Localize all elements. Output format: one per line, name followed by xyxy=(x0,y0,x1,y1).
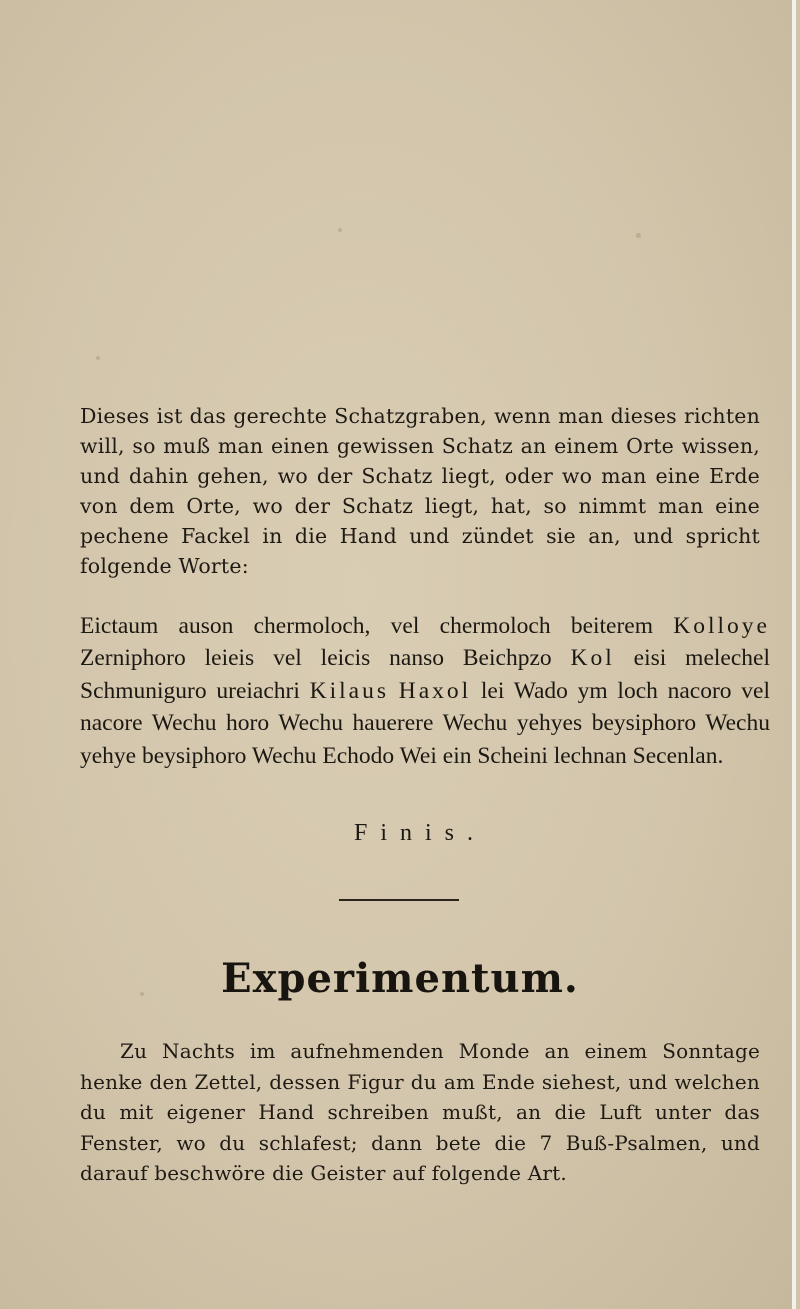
paper-speck xyxy=(96,356,100,360)
incantation-part: lei Wado ym loch nacoro vel nacore Wechu horo Wechu hauerere Wechu yehyes beysiphoro Wechu yehye beysiphoro Wechu Echodo Wei ein Scheini lechnan Secenlan. xyxy=(80,677,771,769)
incantation-name: Haxol xyxy=(398,677,472,704)
incantation-part: eisi melechel Schmuniguro ureiachri xyxy=(80,645,770,704)
paper-speck xyxy=(636,233,641,238)
incantation-text xyxy=(80,610,770,773)
incantation-name: Kolloye xyxy=(673,612,770,639)
section-heading: Experimentum. xyxy=(221,955,579,1002)
incantation-part: Eictaum auson chermoloch, vel chermoloch beiterem xyxy=(80,612,674,639)
paper-speck xyxy=(338,228,342,232)
incantation-name: Kol xyxy=(570,645,615,671)
incantation-part: Zerniphoro leieis vel leicis nanso Beichpzo xyxy=(80,645,571,671)
incantation-part xyxy=(389,678,399,704)
opening-paragraph: Dieses ist das gerechte Schatzgraben, wenn man dieses richten will, so muß man einen gewissen Schatz an einem Orte wissen, und dahin gehen, wo der Schatz liegt, oder wo man eine Erde von dem Orte, wo der Schatz liegt, hat, so nimmt man eine pechene Fackel in die Hand und zündet sie an, und spricht folgende Worte: xyxy=(80,403,760,578)
experiment-paragraph: Zu Nachts im aufnehmenden Monde an einem Sonntage henke den Zettel, dessen Figur du am Ende siehest, und welchen du mit eigener Hand schreiben mußt, an die Luft unter das Fenster, wo du schlafest; dann bete die 7 Buß-Psalmen, und darauf beschwöre die Geister auf folgende Art. xyxy=(80,1039,760,1185)
section-divider xyxy=(339,899,459,901)
page-edge xyxy=(792,0,796,1309)
incantation-name: Kilaus xyxy=(309,677,389,704)
finis-label: Finis. xyxy=(353,820,487,846)
